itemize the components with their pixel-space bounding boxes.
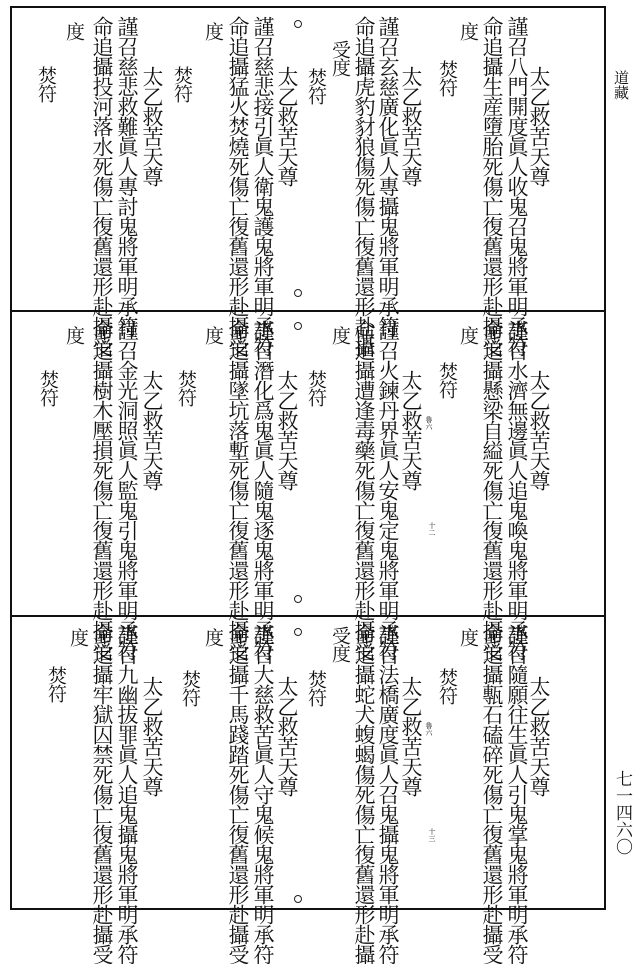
page-note: 魯六 [425, 722, 433, 736]
deity-title: 太乙救苦天尊 [399, 370, 423, 490]
collection-title: 道藏 [612, 70, 630, 100]
ring-mark [294, 20, 302, 28]
deity-title: 太乙救苦天尊 [527, 66, 551, 186]
decree-line: 命追攝懸梁自縊死傷亡復舊還形赴攝受 [480, 320, 504, 660]
page-number: 七一四六〇 [612, 770, 632, 855]
fu-label: 焚符 [175, 370, 197, 406]
ring-mark [294, 895, 302, 903]
summon-line: 謹召玄慈廣化眞人專攝鬼將軍明承符 [376, 16, 400, 336]
summon-line: 謹召八門開度眞人收鬼召鬼將軍明承符 [505, 16, 529, 356]
du-label: 度 [202, 628, 224, 646]
du-label: 度 [202, 22, 224, 40]
deity-title: 太乙救苦天尊 [275, 370, 299, 490]
fu-label: 焚符 [436, 668, 458, 704]
deity-title: 太乙救苦天尊 [275, 66, 299, 186]
fu-label: 焚符 [305, 670, 327, 706]
fu-label: 焚符 [436, 362, 458, 398]
du-label: 度 [329, 326, 351, 344]
ring-mark [294, 322, 302, 330]
summon-line: 謹召慈悲接引眞人衛鬼護鬼將軍明承符 [251, 16, 275, 356]
summon-line: 謹召九幽拔罪眞人追鬼攝鬼將軍明承符 [115, 624, 139, 964]
deity-title: 太乙救苦天尊 [399, 66, 423, 186]
page-note: 魯六 [425, 416, 433, 430]
du-label: 度 [202, 326, 224, 344]
decree-line: 命追攝甎石磕碎死傷亡復舊還形赴攝受 [480, 624, 504, 964]
du-label: 度 [457, 22, 479, 40]
summon-line: 謹召金光洞照眞人監鬼引鬼將軍明承符 [115, 320, 139, 660]
decree-line: 命追攝牢獄囚禁死傷亡復舊還形赴攝受 [90, 624, 114, 964]
du-label: 度 [63, 326, 85, 344]
shou-du-label: 受度 [329, 40, 351, 76]
page-note: 十三 [428, 828, 436, 842]
decree-line: 命追攝樹木壓損死傷亡復舊還形赴攝受 [90, 320, 114, 660]
decree-line: 命追攝墜坑落塹死傷亡復舊還形赴攝受 [226, 320, 250, 660]
summon-line: 謹召大慈救苦眞人守鬼候鬼將軍明承符 [251, 624, 275, 964]
fu-label: 焚符 [305, 68, 327, 104]
decree-line: 命追攝蛇犬蝮蝎傷死傷亡復舊還形赴攝 [352, 624, 376, 964]
decree-line: 命追攝猛火焚燒死傷亡復舊還形赴攝受 [226, 16, 250, 356]
decree-line: 命追攝生産墮胎死傷亡復舊還形赴攝受 [480, 16, 504, 356]
fu-label: 焚符 [171, 66, 193, 102]
deity-title: 太乙救苦天尊 [140, 66, 164, 186]
fu-label: 焚符 [45, 666, 67, 702]
fu-label: 焚符 [305, 370, 327, 406]
summon-line: 謹召火鍊丹界眞人安鬼定鬼將軍明承符 [376, 320, 400, 660]
ring-mark [294, 595, 302, 603]
page-note: 十二 [428, 522, 436, 536]
deity-title: 太乙救苦天尊 [399, 676, 423, 796]
fu-label: 焚符 [436, 60, 458, 96]
du-label: 度 [63, 22, 85, 40]
deity-title: 太乙救苦天尊 [140, 370, 164, 490]
ring-mark [294, 289, 302, 297]
deity-title: 太乙救苦天尊 [275, 676, 299, 796]
fu-label: 焚符 [179, 670, 201, 706]
decree-line: 命追攝千馬踐踏死傷亡復舊還形赴攝受 [226, 624, 250, 964]
du-label: 度 [67, 628, 89, 646]
decree-line: 命追攝遭逢毒藥死傷亡復舊還形赴攝受 [352, 320, 376, 660]
deity-title: 太乙救苦天尊 [527, 370, 551, 490]
fu-label: 焚符 [37, 370, 59, 406]
summon-line: 謹召隨願往生眞人引鬼掌鬼將軍明承符 [505, 624, 529, 964]
summon-line: 謹召慈悲救難眞人專討鬼將軍明承符 [115, 16, 139, 336]
deity-title: 太乙救苦天尊 [527, 676, 551, 796]
decree-line: 命追攝投河落水死傷亡復舊還形赴攝受 [90, 16, 114, 356]
summon-line: 謹召潛化爲鬼眞人隨鬼逐鬼將軍明承符 [251, 320, 275, 660]
shou-du-label: 受度 [329, 626, 351, 662]
du-label: 度 [457, 326, 479, 344]
deity-title: 太乙救苦天尊 [140, 676, 164, 796]
du-label: 度 [457, 628, 479, 646]
summon-line: 謹召水濟無邊眞人追鬼喚鬼將軍明承符 [505, 320, 529, 660]
ring-mark [294, 628, 302, 636]
fu-label: 焚符 [35, 66, 57, 102]
summon-line: 謹召法橋廣度眞人召鬼攝鬼將軍明承符 [376, 624, 400, 964]
decree-line: 命追攝虎豹豺狼傷死傷亡復舊還形赴攝 [352, 16, 376, 356]
